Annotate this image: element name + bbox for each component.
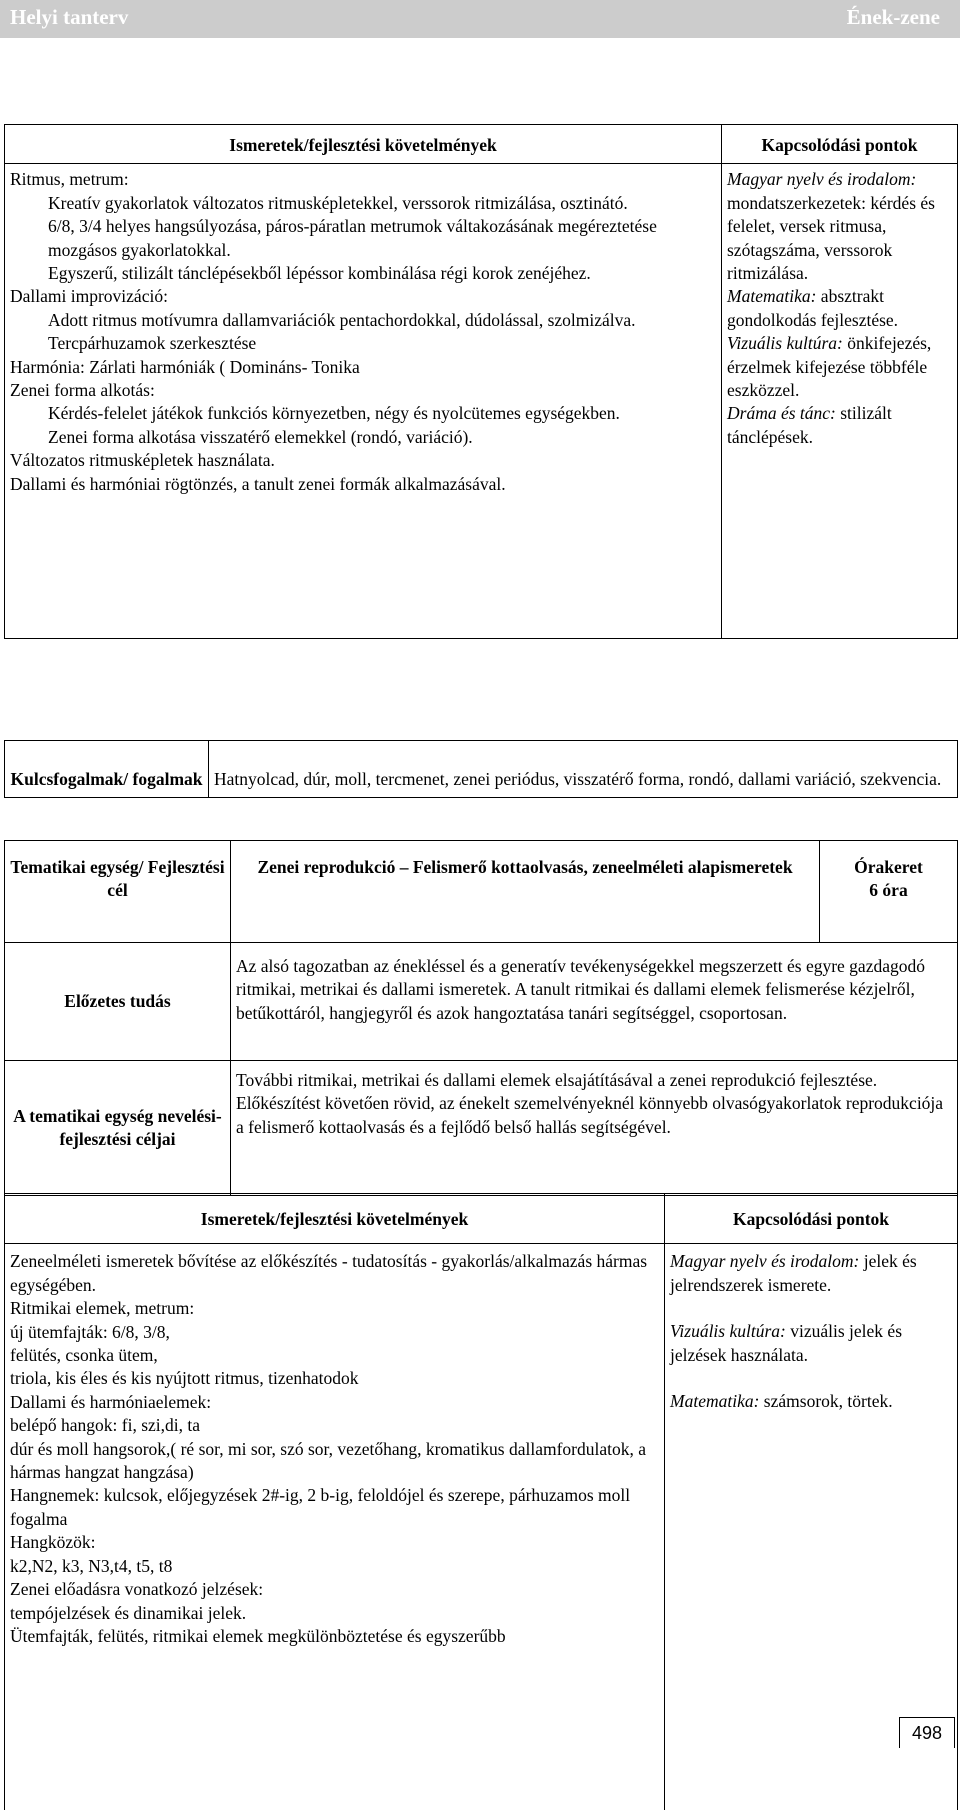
t1-line: Kérdés-felelet játékok funkciós környezetben, négy és nyolcütemes egységekben. (48, 403, 620, 424)
t1-link: Magyar nyelv és irodalom: mondatszerkezetek: kérdés és felelet, versek ritmusa, szótagszáma, verssorok ritmizálása. (727, 169, 935, 284)
t1-line: Tercpárhuzamok szerkesztése (48, 333, 257, 354)
prior-knowledge-text: Az alsó tagozatban az énekléssel és a generatív tevékenységekkel megszerzett és egyre gazdagodó ritmikai, metrikai és dallami ismeretek. A tanult ritmikai és dallami elemek felismerése kézjelről, betűkottáról, hangjegyről és azok hangoztatása tanári segítséggel, csoportosan. (231, 943, 958, 1061)
t1-link: Dráma és tánc: stilizált tánclépések. (727, 403, 892, 447)
t4-line: új ütemfajták: 6/8, 3/8, (10, 1321, 170, 1342)
t4-head-left: Ismeretek/fejlesztési követelmények (5, 1194, 665, 1244)
t4-line: triola, kis éles és kis nyújtott ritmus, tizenhatodok (10, 1368, 359, 1389)
t4-line: Hangközök: (10, 1532, 96, 1553)
page-header (0, 0, 960, 38)
t1-line: Harmónia: Zárlati harmóniák ( Domináns- Tonika (10, 356, 360, 377)
unit-table (4, 840, 958, 1196)
t1-link: Vizuális kultúra: önkifejezés, érzelmek kifejezése többféle eszközzel. (727, 333, 932, 401)
t1-requirements-cell (5, 164, 722, 639)
t4-line: Hangnemek: kulcsok, előjegyzések 2#-ig, 2 b-ig, feloldójel és szerepe, párhuzamos moll fogalma (10, 1485, 631, 1529)
t1-line: Zenei forma alkotás: (10, 380, 155, 401)
t4-line: Zenei előadásra vonatkozó jelzések: (10, 1579, 264, 1600)
t4-line: Dallami és harmóniaelemek: (10, 1391, 212, 1412)
t1-links-cell (722, 164, 958, 639)
t1-line: Változatos ritmusképletek használata. (10, 450, 275, 471)
t4-head-right: Kapcsolódási pontok (665, 1194, 958, 1244)
hours-value: 6 óra (869, 880, 908, 901)
t1-link: Matematika: absztrakt gondolkodás fejlesztése. (727, 286, 899, 330)
requirements-table-2 (4, 1193, 958, 1810)
t1-head-right: Kapcsolódási pontok (722, 125, 958, 164)
prior-knowledge-label: Előzetes tudás (5, 943, 231, 1061)
header-left: Helyi tanterv (10, 5, 129, 29)
hours-label: Órakeret (854, 857, 923, 877)
t1-line: Egyszerű, stilizált tánclépésekből lépéssor kombinálása régi korok zenéjéhez. (48, 263, 591, 284)
t4-line: Ütemfajták, felütés, ritmikai elemek megkülönböztetése és egyszerűbb (10, 1625, 506, 1646)
t4-line: dúr és moll hangsorok,( ré sor, mi sor, szó sor, vezetőhang, kromatikus dallamfordulatok, a hármas hangzat hangzása) (10, 1438, 647, 1483)
t4-line: felütés, csonka ütem, (10, 1345, 158, 1366)
t4-link: Matematika: számsorok, törtek. (670, 1391, 893, 1412)
requirements-table-1 (4, 124, 958, 639)
t4-line: belépő hangok: fi, szi,di, ta (10, 1415, 201, 1436)
key-concepts-label: Kulcsfogalmak/ fogalmak (5, 741, 209, 798)
goals-text: További ritmikai, metrikai és dallami elemek elsajátításával a zenei reprodukció fejlesztése. Előkészítést követően rövid, az énekelt szemelvényeknél könnyebb olvasógyakorlatok reprodukciója a felismerő kottaolvasás és a fejlődő belső hallás segítségével. (231, 1061, 958, 1196)
unit-label: Tematikai egység/ Fejlesztési cél (5, 841, 231, 943)
key-concepts-table (4, 740, 958, 798)
t1-line: Adott ritmus motívumra dallamvariációk pentachordokkal, dúdolással, szolmizálva. (48, 309, 636, 330)
t1-line: 6/8, 3/4 helyes hangsúlyozása, páros-páratlan metrumok váltakozásának megéreztetése mozgásos gyakorlatokkal. (48, 216, 657, 260)
t1-head-left: Ismeretek/fejlesztési követelmények (5, 125, 722, 164)
t4-requirements-cell (5, 1244, 665, 1810)
t4-line: Zeneelméleti ismeretek bővítése az előkészítés - tudatosítás - gyakorlás/alkalmazás hármas egységében. (10, 1251, 648, 1295)
hours-cell (820, 841, 958, 943)
key-concepts-text: Hatnyolcad, dúr, moll, tercmenet, zenei periódus, visszatérő forma, rondó, dallami variáció, szekvencia. (209, 741, 958, 798)
t4-link: Vizuális kultúra: vizuális jelek és jelzések használata. (670, 1321, 903, 1365)
t1-line: Kreatív gyakorlatok változatos ritmusképletekkel, verssorok ritmizálása, osztinátó. (48, 192, 628, 213)
goals-label: A tematikai egység nevelési-fejlesztési céljai (5, 1061, 231, 1196)
t4-link: Magyar nyelv és irodalom: jelek és jelrendszerek ismerete. (670, 1251, 917, 1295)
header-right: Ének-zene (846, 5, 940, 29)
t4-line: tempójelzések és dinamikai jelek. (10, 1602, 247, 1623)
unit-title: Zenei reprodukció – Felismerő kottaolvasás, zeneelméleti alapismeretek (231, 841, 820, 943)
t1-line: Dallami és harmóniai rögtönzés, a tanult zenei formák alkalmazásával. (10, 473, 506, 494)
t1-line: Zenei forma alkotása visszatérő elemekkel (rondó, variáció). (48, 426, 473, 447)
t4-line: k2,N2, k3, N3,t4, t5, t8 (10, 1555, 173, 1576)
t1-line: Ritmus, metrum: (10, 169, 129, 190)
t1-line: Dallami improvizáció: (10, 286, 168, 307)
t4-line: Ritmikai elemek, metrum: (10, 1298, 195, 1319)
page-number: 498 (899, 1717, 955, 1748)
